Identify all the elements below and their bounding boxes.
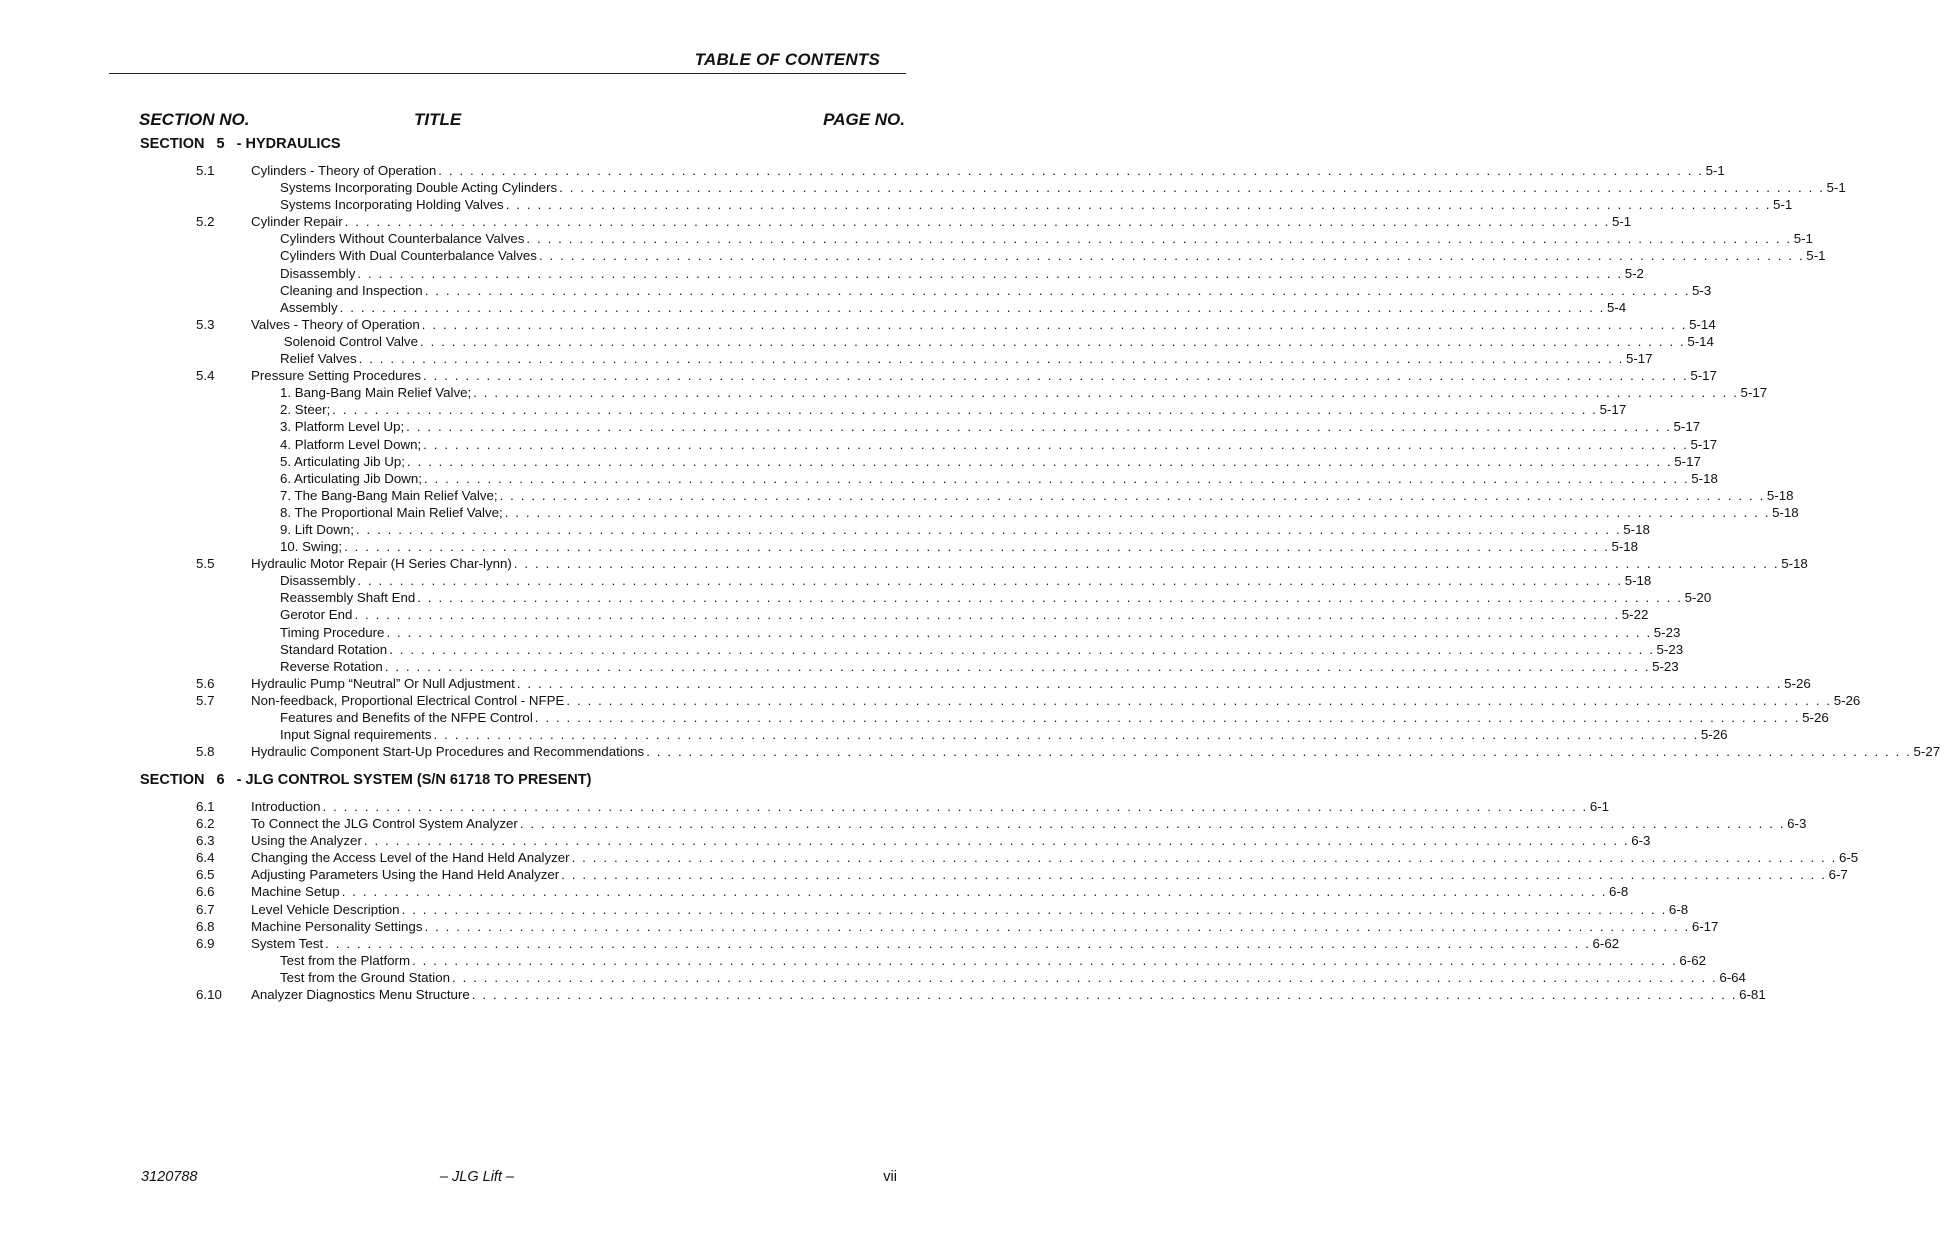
dot-leader: . . . . . . . . . . . . . . . . . . . . . . . . . . . . . . . . . . . . . . . . . . . . . . . . . . . . . . . . . . . . . . . . . . . . . . . . . . . . . . . . . . . . . . . . . . . . . . . . . . . . . . . . . . . . . . . . . . . . . . . . — [559, 180, 1825, 196]
toc-entry-page: 6-8 — [1668, 901, 1689, 917]
toc-entry-line — [251, 832, 1651, 849]
toc-entry-line — [280, 247, 1826, 264]
toc-entry-page: 6-62 — [1679, 952, 1707, 968]
dot-leader: . . . . . . . . . . . . . . . . . . . . . . . . . . . . . . . . . . . . . . . . . . . . . . . . . . . . . . . . . . . . . . . . . . . . . . . . . . . . . . . . . . . . . . . . . . . . . . . . . . . . . . . . . . . . . . . . . . . . . . . . — [505, 197, 1772, 213]
toc-entry-line — [251, 692, 1861, 709]
toc-entry-title: Hydraulic Component Start-Up Procedures and Recommendations — [251, 744, 645, 760]
toc-entry-title: Hydraulic Motor Repair (H Series Char-lynn) — [251, 556, 512, 572]
toc-entry-line — [280, 418, 1701, 435]
toc-entry — [0, 179, 1846, 196]
dot-leader: . . . . . . . . . . . . . . . . . . . . . . . . . . . . . . . . . . . . . . . . . . . . . . . . . . . . . . . . . . . . . . . . . . . . . . . . . . . . . . . . . . . . . . . . . . . . . . . . . . . . . . . . . . . . . . . . . . . . . . . . — [646, 744, 1912, 760]
toc-entry — [0, 521, 1650, 538]
dot-leader: . . . . . . . . . . . . . . . . . . . . . . . . . . . . . . . . . . . . . . . . . . . . . . . . . . . . . . . . . . . . . . . . . . . . . . . . . . . . . . . . . . . . . . . . . . . . . . . . . . . . . . . . . . . . . . . . . . . . . . . . — [526, 231, 1792, 247]
toc-entry-line — [280, 606, 1649, 623]
dot-leader: . . . . . . . . . . . . . . . . . . . . . . . . . . . . . . . . . . . . . . . . . . . . . . . . . . . . . . . . . . . . . . . . . . . . . . . . . . . . . . . . . . . . . . . . . . . . . . . . . . . . . . . . . . . . . . . . . . . . . . . . — [423, 368, 1689, 384]
toc-entry-line — [280, 538, 1639, 555]
toc-entry — [0, 572, 1652, 589]
toc-entry-title: Cylinders With Dual Counterbalance Valves — [280, 248, 537, 264]
toc-entry-page: 6-5 — [1838, 850, 1859, 866]
column-heading-section: SECTION NO. — [139, 110, 250, 129]
toc-entry-title: 6. Articulating Jib Down; — [280, 470, 422, 486]
toc-entry-line — [280, 401, 1627, 418]
toc-entry-title: Solenoid Control Valve — [280, 333, 418, 349]
toc-entry — [0, 350, 1653, 367]
toc-entry-title: Valves - Theory of Operation — [251, 316, 420, 332]
dot-leader: . . . . . . . . . . . . . . . . . . . . . . . . . . . . . . . . . . . . . . . . . . . . . . . . . . . . . . . . . . . . . . . . . . . . . . . . . . . . . . . . . . . . . . . . . . . . . . . . . . . . . . . . . . . . . . . . . . . . . . . . — [357, 573, 1623, 589]
toc-entry-number: 5.4 — [196, 368, 215, 384]
toc-entry — [0, 658, 1679, 675]
toc-entry-page: 5-18 — [1766, 487, 1794, 503]
toc-entry-line — [280, 350, 1653, 367]
toc-entry — [0, 849, 1859, 866]
dot-leader: . . . . . . . . . . . . . . . . . . . . . . . . . . . . . . . . . . . . . . . . . . . . . . . . . . . . . . . . . . . . . . . . . . . . . . . . . . . . . . . . . . . . . . . . . . . . . . . . . . . . . . . . . . . . . . . . . . . . . . . . — [419, 333, 1686, 349]
dot-leader: . . . . . . . . . . . . . . . . . . . . . . . . . . . . . . . . . . . . . . . . . . . . . . . . . . . . . . . . . . . . . . . . . . . . . . . . . . . . . . . . . . . . . . . . . . . . . . . . . . . . . . . . . . . . . . . . . . . . . . . . — [417, 590, 1683, 606]
toc-entry-page: 5-20 — [1684, 590, 1712, 606]
toc-entry — [0, 504, 1799, 521]
toc-entry-title: 3. Platform Level Up; — [280, 419, 405, 435]
dot-leader: . . . . . . . . . . . . . . . . . . . . . . . . . . . . . . . . . . . . . . . . . . . . . . . . . . . . . . . . . . . . . . . . . . . . . . . . . . . . . . . . . . . . . . . . . . . . . . . . . . . . . . . . . . . . . . . . . . . . . . . . — [433, 727, 1699, 743]
dot-leader: . . . . . . . . . . . . . . . . . . . . . . . . . . . . . . . . . . . . . . . . . . . . . . . . . . . . . . . . . . . . . . . . . . . . . . . . . . . . . . . . . . . . . . . . . . . . . . . . . . . . . . . . . . . . . . . . . . . . . . . . — [571, 850, 1837, 866]
dot-leader: . . . . . . . . . . . . . . . . . . . . . . . . . . . . . . . . . . . . . . . . . . . . . . . . . . . . . . . . . . . . . . . . . . . . . . . . . . . . . . . . . . . . . . . . . . . . . . . . . . . . . . . . . . . . . . . . . . . . . . . . — [355, 521, 1622, 537]
column-heading-page: PAGE NO. — [823, 110, 905, 129]
toc-entry-number: 6.9 — [196, 935, 215, 951]
toc-entry-number: 6.7 — [196, 901, 215, 917]
toc-entry — [0, 316, 1716, 333]
toc-entry-title: Cylinders Without Counterbalance Valves — [280, 231, 525, 247]
toc-entry-title: Test from the Ground Station — [280, 969, 450, 985]
toc-list-section-5 — [0, 162, 1940, 760]
dot-leader: . . . . . . . . . . . . . . . . . . . . . . . . . . . . . . . . . . . . . . . . . . . . . . . . . . . . . . . . . . . . . . . . . . . . . . . . . . . . . . . . . . . . . . . . . . . . . . . . . . . . . . . . . . . . . . . . . . . . . . . . — [504, 504, 1771, 520]
toc-entry — [0, 935, 1620, 952]
toc-entry-page: 5-18 — [1691, 470, 1718, 486]
toc-entry-line — [280, 179, 1846, 196]
dot-leader: . . . . . . . . . . . . . . . . . . . . . . . . . . . . . . . . . . . . . . . . . . . . . . . . . . . . . . . . . . . . . . . . . . . . . . . . . . . . . . . . . . . . . . . . . . . . . . . . . . . . . . . . . . . . . . . . . . . . . . . . — [452, 969, 1718, 985]
dot-leader: . . . . . . . . . . . . . . . . . . . . . . . . . . . . . . . . . . . . . . . . . . . . . . . . . . . . . . . . . . . . . . . . . . . . . . . . . . . . . . . . . . . . . . . . . . . . . . . . . . . . . . . . . . . . . . . . . . . . . . . . — [325, 935, 1591, 951]
toc-entry-title: Disassembly — [280, 265, 356, 281]
dot-leader: . . . . . . . . . . . . . . . . . . . . . . . . . . . . . . . . . . . . . . . . . . . . . . . . . . . . . . . . . . . . . . . . . . . . . . . . . . . . . . . . . . . . . . . . . . . . . . . . . . . . . . . . . . . . . . . . . . . . . . . . — [534, 710, 1801, 725]
toc-entry — [0, 418, 1701, 435]
dot-leader: . . . . . . . . . . . . . . . . . . . . . . . . . . . . . . . . . . . . . . . . . . . . . . . . . . . . . . . . . . . . . . . . . . . . . . . . . . . . . . . . . . . . . . . . . . . . . . . . . . . . . . . . . . . . . . . . . . . . . . . . — [561, 867, 1827, 883]
toc-entry-title: Using the Analyzer — [251, 833, 362, 849]
dot-leader: . . . . . . . . . . . . . . . . . . . . . . . . . . . . . . . . . . . . . . . . . . . . . . . . . . . . . . . . . . . . . . . . . . . . . . . . . . . . . . . . . . . . . . . . . . . . . . . . . . . . . . . . . . . . . . . . . . . . . . . . — [339, 299, 1605, 315]
toc-entry-page: 5-17 — [1690, 436, 1718, 452]
dot-leader: . . . . . . . . . . . . . . . . . . . . . . . . . . . . . . . . . . . . . . . . . . . . . . . . . . . . . . . . . . . . . . . . . . . . . . . . . . . . . . . . . . . . . . . . . . . . . . . . . . . . . . . . . . . . . . . . . . . . . . . . — [354, 607, 1620, 623]
toc-entry — [0, 162, 1725, 179]
toc-entry-line — [280, 658, 1679, 675]
dot-leader: . . . . . . . . . . . . . . . . . . . . . . . . . . . . . . . . . . . . . . . . . . . . . . . . . . . . . . . . . . . . . . . . . . . . . . . . . . . . . . . . . . . . . . . . . . . . . . . . . . . . . . . . . . . . . . . . . . . . . . . . — [406, 419, 1672, 435]
dot-leader: . . . . . . . . . . . . . . . . . . . . . . . . . . . . . . . . . . . . . . . . . . . . . . . . . . . . . . . . . . . . . . . . . . . . . . . . . . . . . . . . . . . . . . . . . . . . . . . . . . . . . . . . . . . . . . . . . . . . . . . . — [401, 901, 1667, 917]
dot-leader: . . . . . . . . . . . . . . . . . . . . . . . . . . . . . . . . . . . . . . . . . . . . . . . . . . . . . . . . . . . . . . . . . . . . . . . . . . . . . . . . . . . . . . . . . . . . . . . . . . . . . . . . . . . . . . . . . . . . . . . . — [386, 624, 1652, 640]
toc-entry — [0, 901, 1689, 918]
footer-publisher: – JLG Lift – — [439, 1169, 515, 1185]
toc-entry-line — [280, 265, 1644, 282]
toc-entry-page: 6-64 — [1719, 969, 1746, 985]
dot-leader: . . . . . . . . . . . . . . . . . . . . . . . . . . . . . . . . . . . . . . . . . . . . . . . . . . . . . . . . . . . . . . . . . . . . . . . . . . . . . . . . . . . . . . . . . . . . . . . . . . . . . . . . . . . . . . . . . . . . . . . . — [421, 316, 1688, 332]
toc-entry — [0, 299, 1627, 316]
toc-entry-title: Introduction — [251, 799, 321, 814]
toc-entry-line — [251, 918, 1719, 935]
dot-leader: . . . . . . . . . . . . . . . . . . . . . . . . . . . . . . . . . . . . . . . . . . . . . . . . . . . . . . . . . . . . . . . . . . . . . . . . . . . . . . . . . . . . . . . . . . . . . . . . . . . . . . . . . . . . . . . . . . . . . . . . — [332, 402, 1598, 418]
toc-entry — [0, 624, 1681, 641]
dot-leader: . . . . . . . . . . . . . . . . . . . . . . . . . . . . . . . . . . . . . . . . . . . . . . . . . . . . . . . . . . . . . . . . . . . . . . . . . . . . . . . . . . . . . . . . . . . . . . . . . . . . . . . . . . . . . . . . . . . . . . . . — [516, 675, 1783, 691]
toc-entry-page: 5-18 — [1772, 504, 1799, 520]
toc-entry-page: 5-23 — [1653, 624, 1681, 640]
toc-entry-title: 1. Bang-Bang Main Relief Valve; — [280, 385, 472, 401]
toc-entry-page: 5-26 — [1700, 727, 1728, 743]
toc-entry-title: Timing Procedure — [280, 624, 385, 640]
toc-entry-number: 5.8 — [196, 744, 215, 760]
toc-entry-title: Systems Incorporating Double Acting Cylinders — [280, 180, 558, 196]
toc-entry-page: 5-1 — [1705, 163, 1725, 178]
toc-entry-line — [280, 726, 1728, 743]
toc-entry-title: Adjusting Parameters Using the Hand Held Analyzer — [251, 867, 560, 883]
toc-entry-page: 5-1 — [1773, 197, 1793, 213]
toc-entry-page: 5-27 — [1913, 744, 1940, 760]
dot-leader: . . . . . . . . . . . . . . . . . . . . . . . . . . . . . . . . . . . . . . . . . . . . . . . . . . . . . . . . . . . . . . . . . . . . . . . . . . . . . . . . . . . . . . . . . . . . . . . . . . . . . . . . . . . . . . . . . . . . . . . . — [499, 487, 1765, 503]
dot-leader: . . . . . . . . . . . . . . . . . . . . . . . . . . . . . . . . . . . . . . . . . . . . . . . . . . . . . . . . . . . . . . . . . . . . . . . . . . . . . . . . . . . . . . . . . . . . . . . . . . . . . . . . . . . . . . . . . . . . . . . . — [406, 453, 1673, 469]
toc-entry — [0, 969, 1746, 986]
dot-leader: . . . . . . . . . . . . . . . . . . . . . . . . . . . . . . . . . . . . . . . . . . . . . . . . . . . . . . . . . . . . . . . . . . . . . . . . . . . . . . . . . . . . . . . . . . . . . . . . . . . . . . . . . . . . . . . . . . . . . . . . — [344, 539, 1610, 555]
dot-leader: . . . . . . . . . . . . . . . . . . . . . . . . . . . . . . . . . . . . . . . . . . . . . . . . . . . . . . . . . . . . . . . . . . . . . . . . . . . . . . . . . . . . . . . . . . . . . . . . . . . . . . . . . . . . . . . . . . . . . . . . — [538, 248, 1805, 264]
toc-entry-number: 6.2 — [196, 816, 215, 832]
toc-entry-title: Non-feedback, Proportional Electrical Control - NFPE — [251, 692, 565, 708]
toc-entry-page: 6-7 — [1828, 867, 1848, 883]
toc-entry — [0, 367, 1717, 384]
toc-entry-line — [280, 436, 1718, 453]
toc-entry-title: Cylinder Repair — [251, 214, 343, 230]
toc-entry-line — [280, 453, 1701, 470]
toc-entry — [0, 213, 1632, 230]
toc-entry — [0, 282, 1712, 299]
toc-entry — [0, 918, 1719, 935]
toc-entry-title: Cleaning and Inspection — [280, 282, 423, 298]
toc-entry-line — [251, 935, 1620, 952]
dot-leader: . . . . . . . . . . . . . . . . . . . . . . . . . . . . . . . . . . . . . . . . . . . . . . . . . . . . . . . . . . . . . . . . . . . . . . . . . . . . . . . . . . . . . . . . . . . . . . . . . . . . . . . . . . . . . . . . . . . . . . . . — [513, 556, 1780, 572]
toc-entry-number: 6.5 — [196, 867, 215, 883]
toc-entry-title: Gerotor End — [280, 607, 353, 623]
toc-entry-title: Features and Benefits of the NFPE Control — [280, 710, 533, 725]
toc-entry-page: 5-1 — [1826, 180, 1846, 196]
toc-entry — [0, 333, 1714, 350]
toc-entry-line — [251, 798, 1610, 815]
toc-entry-title: 9. Lift Down; — [280, 521, 354, 537]
dot-leader: . . . . . . . . . . . . . . . . . . . . . . . . . . . . . . . . . . . . . . . . . . . . . . . . . . . . . . . . . . . . . . . . . . . . . . . . . . . . . . . . . . . . . . . . . . . . . . . . . . . . . . . . . . . . . . . . . . . . . . . . — [423, 470, 1690, 486]
toc-entry-title: Assembly — [280, 299, 338, 315]
toc-entry-page: 5-17 — [1690, 368, 1717, 384]
toc-entry-title: Disassembly — [280, 573, 356, 589]
toc-entry-line — [251, 883, 1629, 900]
toc-entry — [0, 883, 1629, 900]
toc-entry-line — [280, 299, 1627, 316]
toc-entry-line — [251, 316, 1716, 333]
dot-leader: . . . . . . . . . . . . . . . . . . . . . . . . . . . . . . . . . . . . . . . . . . . . . . . . . . . . . . . . . . . . . . . . . . . . . . . . . . . . . . . . . . . . . . . . . . . . . . . . . . . . . . . . . . . . . . . . . . . . . . . . — [473, 385, 1739, 401]
toc-entry — [0, 866, 1848, 883]
dot-leader: . . . . . . . . . . . . . . . . . . . . . . . . . . . . . . . . . . . . . . . . . . . . . . . . . . . . . . . . . . . . . . . . . . . . . . . . . . . . . . . . . . . . . . . . . . . . . . . . . . . . . . . . . . . . . . . . . . . . . . . . — [412, 952, 1678, 968]
dot-leader: . . . . . . . . . . . . . . . . . . . . . . . . . . . . . . . . . . . . . . . . . . . . . . . . . . . . . . . . . . . . . . . . . . . . . . . . . . . . . . . . . . . . . . . . . . . . . . . . . . . . . . . . . . . . . . . . . . . . . . . . — [322, 799, 1588, 814]
toc-entry-title: Machine Setup — [251, 884, 340, 900]
toc-entry — [0, 247, 1826, 264]
toc-list-section-6 — [0, 798, 1859, 1003]
toc-entry — [0, 641, 1684, 658]
toc-entry-page: 5-14 — [1687, 333, 1714, 349]
toc-entry — [0, 832, 1651, 849]
toc-entry-title: Input Signal requirements — [280, 727, 432, 743]
toc-entry-title: Analyzer Diagnostics Menu Structure — [251, 987, 470, 1003]
toc-entry — [0, 401, 1627, 418]
toc-entry-page: 5-4 — [1606, 299, 1627, 315]
toc-entry-title: 10. Swing; — [280, 539, 343, 555]
toc-entry-page: 5-17 — [1625, 351, 1653, 367]
footer-doc-number: 3120788 — [141, 1169, 198, 1185]
toc-entry-number: 6.1 — [196, 799, 215, 814]
dot-leader: . . . . . . . . . . . . . . . . . . . . . . . . . . . . . . . . . . . . . . . . . . . . . . . . . . . . . . . . . . . . . . . . . . . . . . . . . . . . . . . . . . . . . . . . . . . . . . . . . . . . . . . . . . . . . . . . . . . . . . . . — [423, 436, 1689, 452]
toc-entry-line — [280, 952, 1707, 969]
dot-leader: . . . . . . . . . . . . . . . . . . . . . . . . . . . . . . . . . . . . . . . . . . . . . . . . . . . . . . . . . . . . . . . . . . . . . . . . . . . . . . . . . . . . . . . . . . . . . . . . . . . . . . . . . . . . . . . . . . . . . . . . — [363, 833, 1630, 849]
toc-entry-page: 6-17 — [1691, 918, 1719, 934]
toc-entry — [0, 384, 1768, 401]
toc-entry-page: 5-1 — [1611, 214, 1632, 230]
toc-entry-title: Standard Rotation — [280, 641, 388, 657]
toc-entry-title: To Connect the JLG Control System Analyzer — [251, 816, 518, 832]
toc-entry-page: 5-23 — [1652, 658, 1679, 674]
header-rule — [109, 73, 906, 74]
toc-entry-page: 5-18 — [1624, 573, 1652, 589]
section-heading: SECTION 5 - HYDRAULICS — [140, 136, 341, 152]
toc-entry-line — [251, 555, 1808, 572]
dot-leader: . . . . . . . . . . . . . . . . . . . . . . . . . . . . . . . . . . . . . . . . . . . . . . . . . . . . . . . . . . . . . . . . . . . . . . . . . . . . . . . . . . . . . . . . . . . . . . . . . . . . . . . . . . . . . . . . . . . . . . . . — [341, 884, 1608, 900]
toc-entry-page: 5-26 — [1802, 710, 1829, 725]
toc-entry — [0, 196, 1793, 213]
toc-entry — [0, 815, 1807, 832]
toc-entry-line — [280, 470, 1718, 487]
toc-entry — [0, 230, 1813, 247]
toc-entry-line — [280, 521, 1650, 538]
toc-entry — [0, 555, 1808, 572]
toc-entry-page: 5-17 — [1673, 419, 1701, 435]
toc-entry-page: 5-17 — [1740, 385, 1768, 401]
toc-entry-number: 5.1 — [196, 163, 215, 178]
footer-page-number: vii — [883, 1169, 897, 1185]
toc-entry — [0, 986, 1766, 1003]
toc-entry-line — [251, 815, 1807, 832]
toc-entry-line — [280, 282, 1712, 299]
dot-leader: . . . . . . . . . . . . . . . . . . . . . . . . . . . . . . . . . . . . . . . . . . . . . . . . . . . . . . . . . . . . . . . . . . . . . . . . . . . . . . . . . . . . . . . . . . . . . . . . . . . . . . . . . . . . . . . . . . . . . . . . — [358, 351, 1624, 367]
toc-entry-line — [280, 230, 1813, 247]
toc-entry — [0, 675, 1811, 692]
toc-entry-title: Level Vehicle Description — [251, 901, 400, 917]
dot-leader: . . . . . . . . . . . . . . . . . . . . . . . . . . . . . . . . . . . . . . . . . . . . . . . . . . . . . . . . . . . . . . . . . . . . . . . . . . . . . . . . . . . . . . . . . . . . . . . . . . . . . . . . . . . . . . . . . . . . . . . . — [438, 163, 1704, 178]
toc-entry-line — [251, 213, 1632, 230]
toc-entry — [0, 453, 1701, 470]
toc-entry — [0, 692, 1861, 709]
toc-entry-line — [280, 196, 1793, 213]
toc-entry-title: 4. Platform Level Down; — [280, 436, 422, 452]
toc-entry-title: Machine Personality Settings — [251, 918, 423, 934]
toc-entry-title: Pressure Setting Procedures — [251, 368, 421, 384]
toc-entry-page: 5-1 — [1806, 248, 1826, 264]
dot-leader: . . . . . . . . . . . . . . . . . . . . . . . . . . . . . . . . . . . . . . . . . . . . . . . . . . . . . . . . . . . . . . . . . . . . . . . . . . . . . . . . . . . . . . . . . . . . . . . . . . . . . . . . . . . . . . . . . . . . . . . . — [566, 692, 1832, 708]
toc-entry-page: 6-3 — [1631, 833, 1651, 849]
toc-entry-title: Relief Valves — [280, 351, 357, 367]
toc-entry — [0, 589, 1712, 606]
toc-entry-page: 5-23 — [1656, 641, 1684, 657]
toc-entry — [0, 436, 1718, 453]
toc-entry-title: Reverse Rotation — [280, 658, 383, 674]
toc-entry — [0, 538, 1639, 555]
dot-leader: . . . . . . . . . . . . . . . . . . . . . . . . . . . . . . . . . . . . . . . . . . . . . . . . . . . . . . . . . . . . . . . . . . . . . . . . . . . . . . . . . . . . . . . . . . . . . . . . . . . . . . . . . . . . . . . . . . . . . . . . — [384, 658, 1651, 674]
toc-entry-page: 5-2 — [1624, 265, 1644, 281]
toc-entry-line — [280, 589, 1712, 606]
toc-entry-line — [251, 675, 1811, 692]
toc-entry-page: 5-18 — [1611, 539, 1639, 555]
toc-entry-line — [280, 384, 1768, 401]
toc-entry — [0, 487, 1794, 504]
toc-entry-title: System Test — [251, 935, 324, 951]
toc-entry-page: 5-17 — [1674, 453, 1701, 469]
toc-entry-page: 6-8 — [1609, 884, 1629, 900]
toc-entry-title: Reassembly Shaft End — [280, 590, 416, 606]
dot-leader: . . . . . . . . . . . . . . . . . . . . . . . . . . . . . . . . . . . . . . . . . . . . . . . . . . . . . . . . . . . . . . . . . . . . . . . . . . . . . . . . . . . . . . . . . . . . . . . . . . . . . . . . . . . . . . . . . . . . . . . . — [344, 214, 1610, 230]
toc-entry-page: 5-26 — [1833, 692, 1861, 708]
toc-entry-page: 6-62 — [1592, 935, 1620, 951]
section-heading: SECTION 6 - JLG CONTROL SYSTEM (S/N 61718 TO PRESENT) — [140, 772, 592, 788]
toc-entry-number: 5.2 — [196, 214, 215, 230]
toc-entry-title: Systems Incorporating Holding Valves — [280, 197, 504, 213]
toc-entry-page: 5-26 — [1784, 675, 1811, 691]
toc-entry-number: 6.4 — [196, 850, 215, 866]
dot-leader: . . . . . . . . . . . . . . . . . . . . . . . . . . . . . . . . . . . . . . . . . . . . . . . . . . . . . . . . . . . . . . . . . . . . . . . . . . . . . . . . . . . . . . . . . . . . . . . . . . . . . . . . . . . . . . . . . . . . . . . . — [357, 265, 1623, 281]
toc-entry-line — [251, 367, 1717, 384]
toc-entry — [0, 470, 1718, 487]
toc-entry — [0, 798, 1610, 815]
toc-entry-number: 5.6 — [196, 675, 215, 691]
toc-entry-page: 5-18 — [1623, 521, 1650, 537]
toc-entry-line — [251, 162, 1725, 179]
toc-entry-line — [280, 641, 1684, 658]
toc-entry-page: 6-3 — [1787, 816, 1807, 832]
toc-entry-line — [280, 969, 1746, 986]
toc-entry — [0, 743, 1940, 760]
toc-entry-number: 6.10 — [196, 987, 222, 1003]
toc-entry-title: Changing the Access Level of the Hand Held Analyzer — [251, 850, 570, 866]
toc-entry-title: 7. The Bang-Bang Main Relief Valve; — [280, 487, 498, 503]
toc-entry-line — [280, 709, 1829, 726]
toc-entry — [0, 606, 1649, 623]
column-heading-title: TITLE — [414, 110, 462, 129]
toc-entry-page: 5-17 — [1599, 402, 1627, 418]
toc-entry — [0, 265, 1644, 282]
toc-entry-title: 8. The Proportional Main Relief Valve; — [280, 504, 503, 520]
toc-entry-title: Hydraulic Pump “Neutral” Or Null Adjustment — [251, 675, 515, 691]
dot-leader: . . . . . . . . . . . . . . . . . . . . . . . . . . . . . . . . . . . . . . . . . . . . . . . . . . . . . . . . . . . . . . . . . . . . . . . . . . . . . . . . . . . . . . . . . . . . . . . . . . . . . . . . . . . . . . . . . . . . . . . . — [471, 987, 1738, 1003]
page-header-title: TABLE OF CONTENTS — [694, 50, 880, 69]
toc-entry-title: Test from the Platform — [280, 952, 411, 968]
toc-entry-line — [280, 624, 1681, 641]
toc-entry — [0, 726, 1728, 743]
toc-entry-line — [280, 487, 1794, 504]
toc-entry-page: 5-1 — [1793, 231, 1813, 247]
toc-entry — [0, 709, 1829, 726]
toc-entry-title: Cylinders - Theory of Operation — [251, 163, 437, 178]
toc-entry-title: 5. Articulating Jib Up; — [280, 453, 405, 469]
toc-entry-page: 5-22 — [1621, 607, 1649, 623]
toc-entry-title: 2. Steer; — [280, 402, 331, 418]
toc-entry-line — [251, 743, 1940, 760]
toc-entry-page: 6-81 — [1739, 987, 1766, 1003]
toc-entry-page: 6-1 — [1589, 799, 1610, 814]
toc-entry-number: 6.8 — [196, 918, 215, 934]
toc-entry-page: 5-3 — [1692, 282, 1712, 298]
toc-entry-line — [280, 333, 1714, 350]
toc-entry-line — [251, 901, 1689, 918]
dot-leader: . . . . . . . . . . . . . . . . . . . . . . . . . . . . . . . . . . . . . . . . . . . . . . . . . . . . . . . . . . . . . . . . . . . . . . . . . . . . . . . . . . . . . . . . . . . . . . . . . . . . . . . . . . . . . . . . . . . . . . . . — [424, 918, 1690, 934]
toc-entry-line — [251, 986, 1766, 1003]
toc-entry-number: 5.7 — [196, 692, 215, 708]
toc-entry-page: 5-18 — [1781, 556, 1808, 572]
toc-entry-line — [251, 849, 1859, 866]
toc-entry-page: 5-14 — [1689, 316, 1716, 332]
toc-entry-number: 5.5 — [196, 556, 215, 572]
toc-entry-line — [280, 504, 1799, 521]
toc-entry — [0, 952, 1707, 969]
toc-entry-number: 6.6 — [196, 884, 215, 900]
dot-leader: . . . . . . . . . . . . . . . . . . . . . . . . . . . . . . . . . . . . . . . . . . . . . . . . . . . . . . . . . . . . . . . . . . . . . . . . . . . . . . . . . . . . . . . . . . . . . . . . . . . . . . . . . . . . . . . . . . . . . . . . — [519, 816, 1786, 832]
toc-entry-line — [251, 866, 1848, 883]
toc-entry-number: 5.3 — [196, 316, 215, 332]
dot-leader: . . . . . . . . . . . . . . . . . . . . . . . . . . . . . . . . . . . . . . . . . . . . . . . . . . . . . . . . . . . . . . . . . . . . . . . . . . . . . . . . . . . . . . . . . . . . . . . . . . . . . . . . . . . . . . . . . . . . . . . . — [424, 282, 1691, 298]
dot-leader: . . . . . . . . . . . . . . . . . . . . . . . . . . . . . . . . . . . . . . . . . . . . . . . . . . . . . . . . . . . . . . . . . . . . . . . . . . . . . . . . . . . . . . . . . . . . . . . . . . . . . . . . . . . . . . . . . . . . . . . . — [389, 641, 1655, 657]
toc-entry-number: 6.3 — [196, 833, 215, 849]
toc-entry-line — [280, 572, 1652, 589]
